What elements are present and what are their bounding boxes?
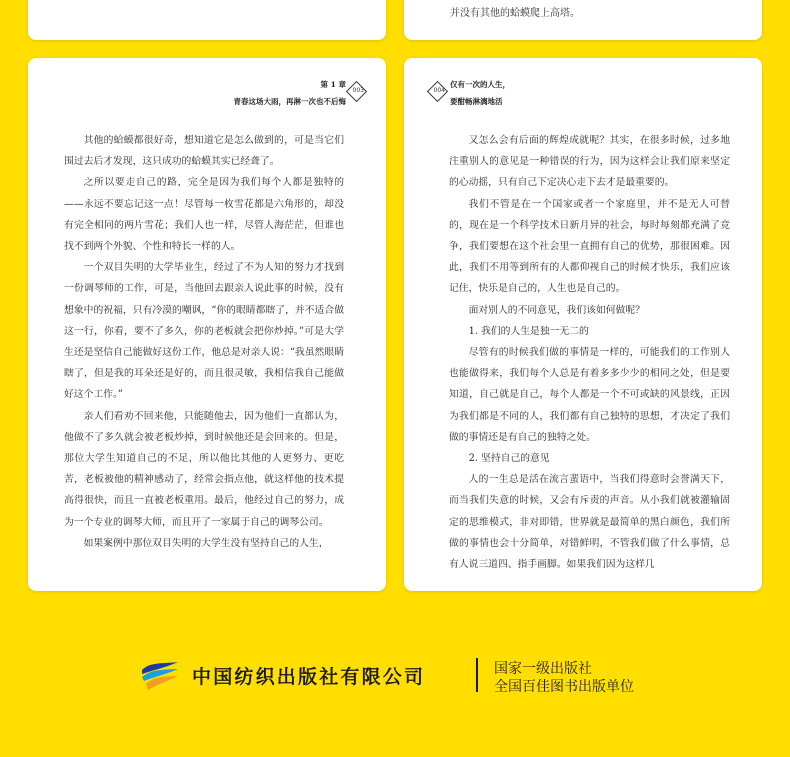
- page-header-title: 仅有一次的人生，: [450, 80, 510, 89]
- book-page-004: [404, 58, 762, 591]
- paragraph: 亲人们看劝不回来他，只能随他去，因为他们一直都认为，他做不了多久就会被老板炒掉，到时候他还是会回来的。但是，那位大学生知道自己的不足，所以他比其他的人更努力、更吃苦，老板被他的精神感动了，经常会指点他，就这样他的技术提高得很快，而且一直被老板重用。最后，他经过自己的努力，成为一个专业的调琴大师，而且开了一家属于自己的调琴公司。: [64, 410, 344, 528]
- chapter-subtitle: 青春这场大雨，再淋一次也不后悔: [233, 97, 346, 106]
- publisher-tagline: 全国百佳图书出版单位: [494, 679, 634, 695]
- paragraph: 人的一生总是活在流言蜚语中，当我们得意时会誉满天下，而当我们失意的时候，又会有斥责的声音。从小我们就被灌输固定的思维模式，非对即错，世界就是最简单的黑白颜色，我们所做的事情也会十分简单，对错鲜明，不管我们做了什么事情，总有人说三道四、指手画脚。如果我们因为这样几: [449, 474, 730, 571]
- chapter-label: 第 1 章: [320, 80, 346, 89]
- page-number-badge: [427, 81, 448, 102]
- top-right-text: 并没有其他的蛤蟆爬上高塔。: [450, 8, 580, 19]
- page-body-right: [449, 130, 730, 575]
- paragraph: 又怎么会有后面的辉煌成就呢？其实，在很多时候，过多地注重别人的意见是一种错误的行为，因为这样会让我们原来坚定的心动摇，只有自己下定决心走下去才是最重要的。: [449, 135, 730, 189]
- paragraph: 1. 我们的人生是独一无二的: [468, 325, 589, 337]
- publisher-banner: [140, 656, 660, 696]
- paragraph: 之所以要走自己的路，完全是因为我们每个人都是独特的——永远不要忘记这一点！尽管每一枚雪花都是六角形的，却没有完全相同的两片雪花；我们人也一样，尽管人海茫茫，但谁也找不到两个外貌、个性和特长一样的人。: [64, 177, 344, 253]
- page-header-right: [450, 76, 510, 110]
- paragraph: 一个双目失明的大学毕业生，经过了不为人知的努力才找到一份调琴师的工作，可是，当他回去跟亲人说此事的时候，没有想象中的祝福，只有冷漠的嘲讽，“你的眼睛都瞎了，并不适合做这一行，你看，要不了多久，你的老板就会把你炒掉。”可是大学生还是坚信自己能做好这份工作，他总是对亲人说：“我虽然眼睛瞎了，但是我的耳朵还是好的，而且很灵敏，我相信我自己能做好这个工作。”: [64, 262, 344, 401]
- paragraph: 我们不管是在一个国家或者一个家庭里，并不是无人可替的，现在是一个科学技术日新月异的社会，每时每刻都充满了竞争，我们要想在这个社会里一直拥有自己的优势，那很困难。因此，我们不用等到所有的人都仰视自己的时候才快乐，我们应该记住，快乐是自己的，人生也是自己的。: [449, 198, 730, 295]
- page-body-left: [64, 130, 344, 554]
- book-page-003: [28, 58, 386, 591]
- top-left-page-fragment: [28, 0, 386, 40]
- page-header-subtitle: 要酣畅淋漓地活: [450, 97, 503, 106]
- paragraph: 其他的蛤蟆都很好奇，想知道它是怎么做到的，可是当它们围过去后才发现，这只成功的蛤蟆其实已经聋了。: [64, 135, 344, 168]
- top-right-page-fragment: [404, 0, 762, 40]
- page-header-left: [234, 76, 347, 110]
- publisher-tagline: 国家一级出版社: [494, 661, 592, 677]
- paragraph: 尽管有的时候我们做的事情是一样的，可能我们的工作别人也能做得来，我们每个人总是有着多多少少的相同之处，但是要知道，自己就是自己，每个人都是一个不可或缺的风景线，正因为我们都是不同的人，我们都有自己独特的思想，才决定了我们做的事情还是有自己的独特之处。: [449, 347, 730, 443]
- publisher-name: 中国纺织出版社有限公司: [192, 666, 426, 688]
- paragraph: 面对别人的不同意见，我们该如何做呢？: [468, 304, 645, 316]
- divider: [476, 658, 478, 692]
- wave-logo-icon: [140, 660, 180, 692]
- page-number: 004: [433, 86, 445, 94]
- paragraph: 2. 坚持自己的意见: [468, 453, 550, 465]
- page-number: 003: [352, 86, 364, 94]
- page-number-badge: [346, 81, 367, 102]
- paragraph: 如果案例中那位双目失明的大学生没有坚持自己的人生，: [83, 537, 329, 549]
